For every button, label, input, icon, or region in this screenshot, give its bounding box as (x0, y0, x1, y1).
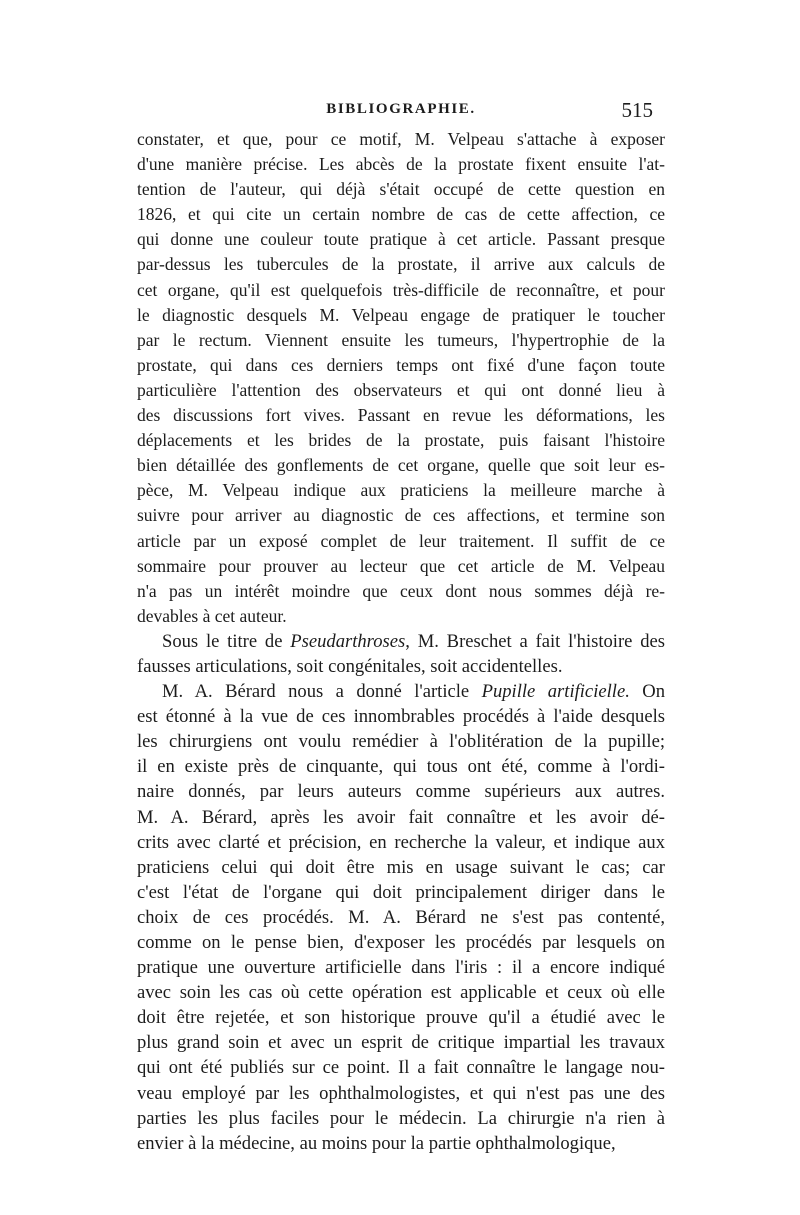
text-line: prostate, qui dans ces derniers temps ont fixé d'une façon toute (137, 354, 665, 375)
paragraph-pseudarthroses (137, 629, 665, 679)
text-line: fausses articulations, soit congénitales, soit accidentelles. (137, 655, 563, 677)
text-line: pèce, M. Velpeau indique aux praticiens la meilleure marche à (137, 480, 665, 501)
text-line: c'est l'état de l'organe qui doit principalement diriger dans le (137, 881, 665, 903)
text-line: article par un exposé complet de leur traitement. Il suffit de ce (137, 530, 665, 551)
text-line: le diagnostic desquels M. Velpeau engage de pratiquer le toucher (137, 304, 665, 325)
text-line: comme on le pense bien, d'exposer les procédés par lesquels on (137, 932, 665, 953)
text-line: devables à cet auteur. (137, 605, 287, 626)
running-head (137, 98, 665, 122)
text-line: cet organe, qu'il est quelquefois très-difficile de reconnaître, et pour (137, 279, 665, 300)
text-run: M. A. Bérard nous a donné l'article (162, 681, 482, 703)
text-line: n'a pas un intérêt moindre que ceux dont nous sommes déjà re- (137, 580, 665, 601)
article-title-pupille-artificielle: Pupille artificielle. (481, 681, 630, 703)
text-line: doit être rejetée, et son historique prouve qu'il a étudié avec le (137, 1007, 665, 1029)
text-line: praticiens celui qui doit être mis en usage suivant le cas; car (137, 856, 665, 878)
paragraph-velpeau-prostate (137, 127, 665, 629)
text-line: par-dessus les tubercules de la prostate, il arrive aux calculs de (137, 254, 665, 275)
text-line: constater, et que, pour ce motif, M. Velpeau s'attache à exposer (137, 129, 665, 149)
text-line: déplacements et les brides de la prostate, puis faisant l'histoire (137, 430, 665, 451)
running-title: BIBLIOGRAPHIE. (326, 101, 476, 117)
text-run: , M. Breschet a fait l'histoire des (405, 630, 665, 652)
text-line: il en existe près de cinquante, qui tous ont été, comme à l'ordi- (137, 756, 665, 778)
text-line: 1826, et qui cite un certain nombre de cas de cette affection, ce (137, 204, 665, 225)
text-line: bien détaillée des gonflements de cet organe, quelle que soit leur es- (137, 455, 665, 476)
text-line: tention de l'auteur, qui déjà s'était occupé de cette question en (137, 179, 665, 200)
text-line: particulière l'attention des observateurs et qui ont donné lieu à (137, 379, 665, 400)
text-line: choix de ces procédés. M. A. Bérard ne s'est pas contenté, (137, 906, 665, 928)
text-line: plus grand soin et avec un esprit de critique impartial les travaux (137, 1032, 665, 1054)
text-line: les chirurgiens ont voulu remédier à l'oblitération de la pupille; (137, 731, 665, 753)
text-line: pratique une ouverture artificielle dans l'iris : il a encore indiqué (137, 957, 665, 979)
page-number: 515 (621, 98, 653, 122)
text-line: naire donnés, par leurs auteurs comme supérieurs aux autres. (137, 781, 665, 803)
text-line: par le rectum. Viennent ensuite les tumeurs, l'hypertrophie de la (137, 329, 665, 350)
text-line: M. A. Bérard, après les avoir fait connaître et les avoir dé- (137, 806, 665, 828)
paragraph-first-line (137, 679, 665, 704)
text-line: parties les plus faciles pour le médecin. La chirurgie n'a rien à (137, 1107, 665, 1129)
text-line: sommaire pour prouver au lecteur que cet article de M. Velpeau (137, 555, 665, 576)
text-line: envier à la médecine, au moins pour la partie ophthalmologique, (137, 1132, 616, 1154)
text-line: crits avec clarté et précision, en recherche la valeur, et indique aux (137, 831, 665, 853)
text-line: avec soin les cas où cette opération est applicable et ceux où elle (137, 982, 665, 1004)
paragraph-pupille-artificielle (137, 679, 665, 1156)
text-line: suivre pour arriver au diagnostic de ces affections, et termine son (137, 505, 665, 526)
text-line: veau employé par les ophthalmologistes, et qui n'est pas une des (137, 1082, 665, 1104)
text-line: d'une manière précise. Les abcès de la prostate fixent ensuite l'at- (137, 154, 665, 175)
text-line: qui donne une couleur toute pratique à cet article. Passant presque (137, 229, 665, 250)
text-line: qui ont été publiés sur ce point. Il a fait connaître le langage nou- (137, 1057, 665, 1079)
text-line: des discussions fort vives. Passant en revue les déformations, les (137, 405, 665, 426)
paragraph-first-line (137, 629, 665, 654)
body-text (137, 127, 665, 1156)
text-run: Sous le titre de (162, 630, 291, 652)
text-run: On (629, 681, 665, 703)
article-title-pseudarthroses: Pseudarthroses (290, 630, 406, 652)
text-line: est étonné à la vue de ces innombrables procédés à l'aide desquels (137, 706, 665, 728)
